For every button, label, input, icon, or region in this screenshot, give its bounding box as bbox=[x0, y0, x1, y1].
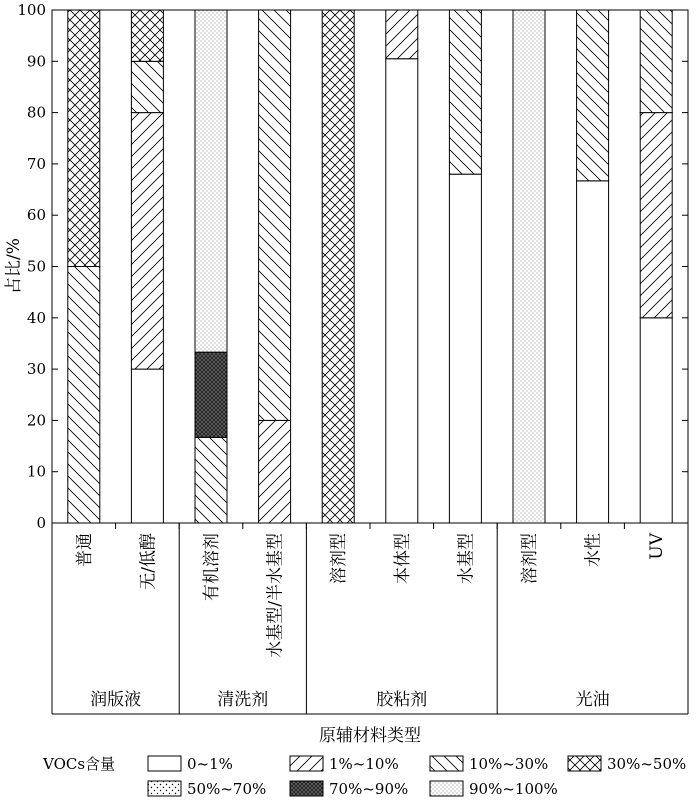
bar-segment-2-2 bbox=[195, 437, 227, 523]
y-tick-label-5: 50 bbox=[26, 257, 46, 276]
group-label-0: 润版液 bbox=[90, 690, 142, 710]
category-label-4: 溶剂型 bbox=[329, 533, 350, 584]
category-label-5: 本体型 bbox=[392, 533, 413, 584]
legend-title: VOCs含量 bbox=[43, 755, 116, 773]
legend-label-3: 30%~50% bbox=[607, 755, 687, 773]
bar-segment-4-3 bbox=[322, 10, 354, 523]
legend-label-1: 1%~10% bbox=[329, 755, 399, 773]
bar-segment-6-0 bbox=[449, 174, 481, 523]
legend-label-0: 0~1% bbox=[187, 755, 233, 773]
legend-label-4: 50%~70% bbox=[187, 780, 267, 798]
y-tick-label-10: 100 bbox=[17, 1, 46, 19]
category-label-9: UV bbox=[647, 533, 668, 560]
category-label-7: 溶剂型 bbox=[520, 533, 540, 584]
y-tick-label-8: 80 bbox=[26, 103, 46, 122]
legend-swatch-5 bbox=[290, 781, 323, 796]
y-tick-label-4: 40 bbox=[26, 308, 46, 327]
legend-swatch-6 bbox=[430, 781, 463, 796]
y-tick-label-6: 60 bbox=[26, 206, 46, 225]
bar-segment-2-5 bbox=[195, 352, 227, 437]
legend-swatch-1 bbox=[290, 756, 323, 771]
category-label-8: 水性 bbox=[583, 533, 604, 567]
bar-segment-0-3 bbox=[68, 10, 100, 267]
y-tick-label-7: 70 bbox=[26, 154, 46, 173]
y-tick-label-2: 20 bbox=[26, 411, 46, 430]
bar-segment-1-0 bbox=[131, 369, 163, 523]
bar-segment-3-1 bbox=[259, 420, 291, 523]
y-tick-label-1: 10 bbox=[26, 462, 46, 481]
legend-swatch-4 bbox=[148, 781, 181, 796]
legend-label-5: 70%~90% bbox=[329, 780, 409, 798]
x-group-labels bbox=[90, 690, 610, 710]
bars-layer bbox=[68, 10, 672, 523]
legend-label-2: 10%~30% bbox=[469, 755, 549, 773]
bar-segment-0-2 bbox=[68, 267, 100, 524]
category-label-2: 有机溶剂 bbox=[202, 533, 222, 601]
bar-segment-8-2 bbox=[577, 10, 609, 181]
bar-segment-6-2 bbox=[449, 10, 481, 174]
y-axis-title: 占比/% bbox=[4, 238, 24, 294]
group-label-2: 胶粘剂 bbox=[376, 690, 428, 710]
y-tick-label-3: 30 bbox=[26, 360, 46, 379]
y-tick-label-9: 90 bbox=[26, 52, 46, 71]
category-label-3: 水基型/半水基型 bbox=[265, 533, 286, 658]
legend bbox=[42, 755, 686, 798]
legend-swatch-3 bbox=[568, 756, 601, 771]
bar-segment-7-6 bbox=[513, 10, 545, 523]
bar-segment-3-2 bbox=[259, 10, 291, 420]
bar-segment-1-1 bbox=[131, 113, 163, 370]
bar-segment-5-1 bbox=[386, 10, 418, 59]
y-tick-label-0: 0 bbox=[36, 514, 46, 532]
group-label-1: 清洗剂 bbox=[217, 690, 269, 710]
bar-segment-8-0 bbox=[577, 181, 609, 523]
x-axis-title: 原辅材料类型 bbox=[319, 726, 421, 746]
bar-segment-9-2 bbox=[640, 10, 672, 113]
bar-segment-5-0 bbox=[386, 59, 418, 523]
x-category-labels bbox=[75, 532, 667, 657]
bar-segment-1-2 bbox=[131, 61, 163, 112]
category-label-1: 无/低醇 bbox=[138, 533, 159, 590]
legend-swatch-2 bbox=[430, 756, 463, 771]
legend-swatch-0 bbox=[148, 756, 181, 771]
category-label-0: 普通 bbox=[74, 533, 95, 567]
legend-label-6: 90%~100% bbox=[469, 780, 558, 798]
bar-segment-9-0 bbox=[640, 318, 672, 523]
bar-segment-1-3 bbox=[131, 10, 163, 61]
bar-segment-2-6 bbox=[195, 10, 227, 352]
category-label-6: 水基型 bbox=[456, 533, 477, 584]
bar-segment-9-1 bbox=[640, 113, 672, 318]
group-label-3: 光油 bbox=[575, 690, 610, 710]
